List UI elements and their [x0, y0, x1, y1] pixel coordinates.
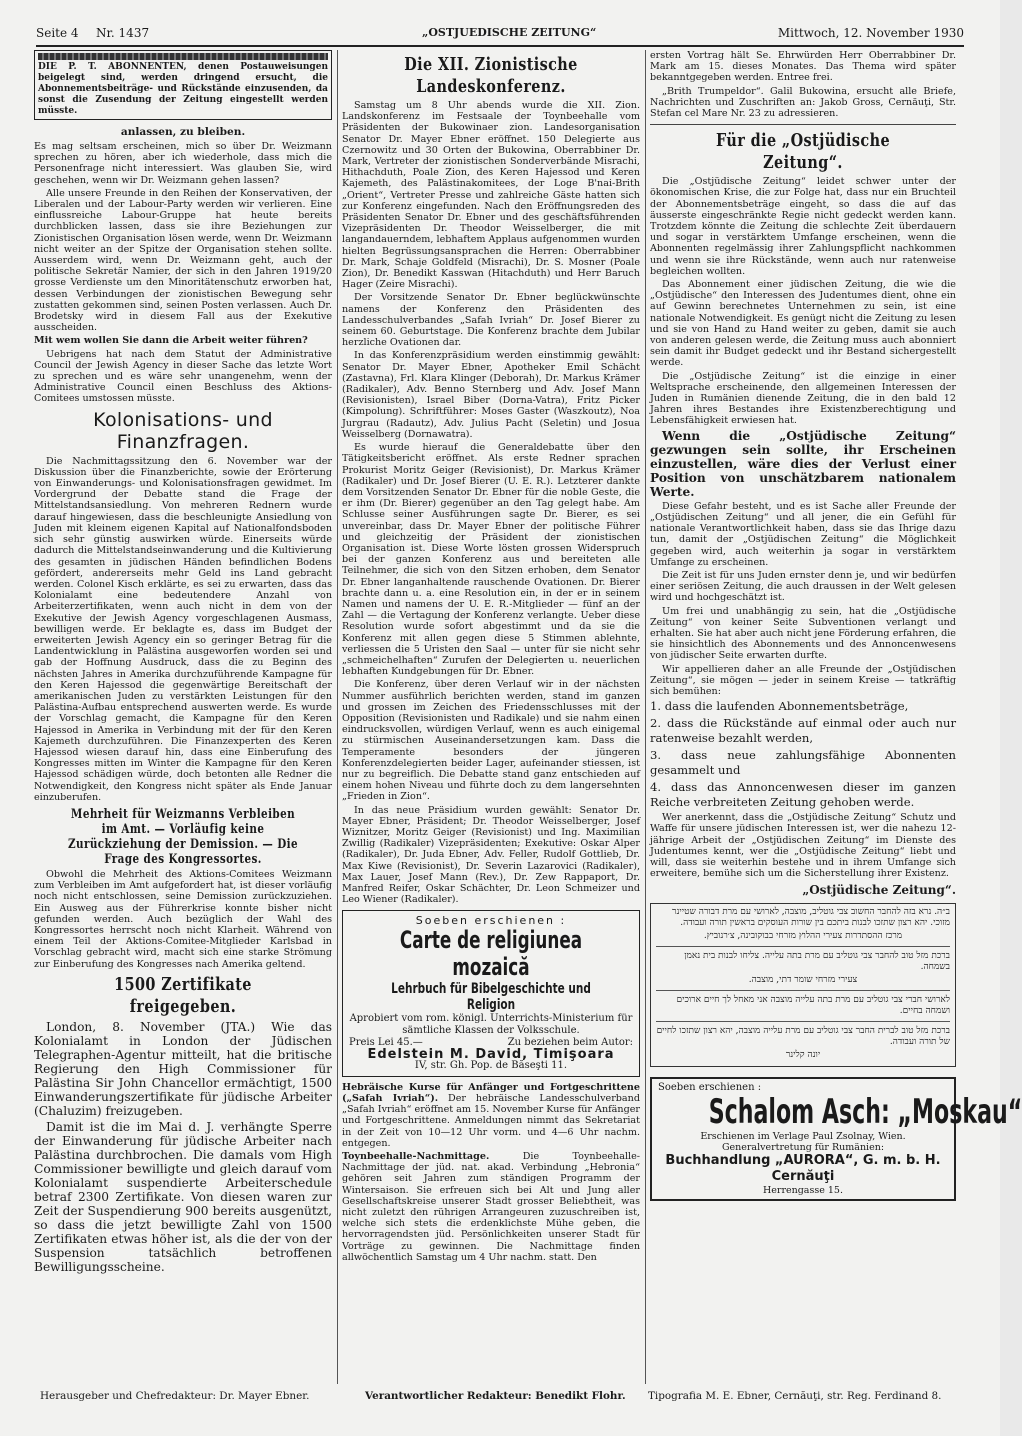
paragraph: Damit ist die im Mai d. J. verhängte Sperre der Einwanderung für jüdische Arbeiter nach Palästina durchbrochen. Die damals vom High Commissioner bewilligte und gleich darauf vom Kolonialamt suspendierte Arbeiterschedule betraf 2300 Zertifikate. Von diesen waren zur Zeit der Suspendierung 900 bereits ausgenützt, so dass die jetzt bewilligte Zahl von 1500 Zertifikaten etwas höher ist, als die der von der Suspension tatsächlich betroffenen Bewilligungsscheine. [34, 1119, 332, 1274]
ad-bookshop: Buchhandlung „AURORA“, G. m. b. H. Cernăuţi [665, 1152, 941, 1184]
ad-title: Carte de religiunea mozaică [399, 925, 583, 981]
religion-book-ad [342, 910, 640, 1076]
paragraph: ersten Vortrag hält Se. Ehrwürden Herr Oberrabbiner Dr. Mark am 15. dieses Monates. Das Thema wird später bekanntgegeben werden. Entree frei. [650, 50, 956, 84]
hebrew-divider [656, 1021, 950, 1022]
landeskonferenz-headline: Die XII. Zionistische Landeskonferenz. [404, 54, 578, 97]
header-rule [36, 45, 964, 47]
paragraph: Der Vorsitzende Senator Dr. Ebner beglückwünschte namens der Konferenz den Präsidenten des Landesschulverbandes „Safah Ivriah“ Dr. Josef Bierer zu seinem 60. Geburtstage. Die Konferenz brachte dem Jubilar herzliche Ovationen dar. [342, 292, 640, 349]
kurse-notice [342, 1082, 640, 1149]
paragraph: London, 8. November (JTA.) Wie das Kolonialamt in London der Jüdischen Telegraphen-Agentur mitteilt, hat die britische Regierung den High Commissioner für Palästina Sir John Chancellor ermächtigt, 1500 Einwanderungszertifikate für jüdische Arbeiter (Chaluzim) freizugeben. [34, 1019, 332, 1118]
kurse-title: Hebräische Kurse für Anfänger und Fortgeschrittene („Safah Ivriah“). [342, 1081, 640, 1105]
paragraph: In das Konferenzpräsidium werden einstimmig gewählt: Senator Dr. Mayer Ebner, Apotheker Emil Schächt (Zastavna), Frl. Klara Klinger (Deborah), Dr. Markus Krämer (Radikaler), Adv. Benno Sternberg und Adv. Josef Mann (Revisionisten), Israel Biber (Dorna-Vatra), Fritz Picker (Kimpolung). Schriftführer: Moses Gaster (Waszkoutz), Noa Jurgrau (Radautz), Adv. Julius Pacht (Seletin) und Josua Weisselberg (Dornawatra). [342, 350, 640, 440]
issue-date: Mittwoch, 12. November 1930 [777, 26, 964, 40]
column-middle [342, 50, 640, 1386]
appeal-item: 2. dass die Rückstände auf einmal oder auch nur ratenweise bezahlt werden, [650, 716, 956, 746]
toynbee-notice [342, 1151, 640, 1263]
paragraph: Wer anerkennt, dass die „Ostjüdische Zeitung“ Schutz und Waffe für unsere jüdischen Interessen ist, wer die nahezu 12-jährige Arbeit der „Ostjüdischen Zeitung“ im Dienste des Judentumes kennt, wer die „Ostjüdische Zeitung“ liebt und will, dass sie weiterhin bestehe und in ihrem Umfange sich erweitere, bemühe sich um die Sicherstellung ihrer Existenz. [650, 812, 956, 880]
appeal-headline: Für die „Ostjüdische Zeitung“. [715, 130, 891, 174]
paragraph: Es mag seltsam erscheinen, mich so über Dr. Weizmann sprechen zu hören, aber ich wiederhole, dass mich die Personenfrage nicht interessiert. Was glauben Sie, wird geschehen, wenn wir Dr. Weizmann gehen lassen? [34, 141, 332, 186]
divider [650, 124, 956, 125]
moskau-ad [650, 1077, 1022, 1201]
paragraph: Die Nachmittagssitzung den 6. November war der Diskussion über die Finanzberichte, sowie der Erörterung von Einwanderungs- und Kolonisationsfragen gewidmet. Im Vordergrund der Debatte stand die Frage der Mittelstandsansiedlung. Von mehreren Rednern wurde darauf hingewiesen, dass die beschleunigte Ansiedlung von Juden mit kleinem eigenen Kapital auf Nationalfondsboden sich sehr günstig auswirken würde. Einerseits würde dadurch die Mittelstandseinwanderung und die Kultivierung des gesamten in jüdischen Händen befindlichen Bodens gefördert, andererseits mehr Geld ins Land gebracht werden. Colonel Kisch erklärte, es sei zu erwarten, dass das Kolonialamt eine bedeutendere Anzahl von Arbeiterzertifikaten, wenn auch nicht in dem von der Exekutive der Jewish Agency vorgeschlagenen Ausmass, bewilligen werde. Er beklagte es, dass im Budget der erweiterten Jewish Agency ein so geringer Betrag für die Landentwicklung in Palästina ausgeworfen worden sei und gab der Hoffnung Ausdruck, dass die zu Beginn des nächsten Jahres in Amerika durchzuführende Kampagne für den Keren Hajessod die gegenwärtige Bereitschaft der amerikanischen Juden zu verstärkten Leistungen für den Palästina-Aufbau entsprechend auswerten werde. Es wurde der Vorschlag gemacht, die Kampagne für den Keren Hajessod in Amerika in Verbindung mit der für den Keren Kajemeth durchzuführen. Die Finanzexperten des Keren Hajessod wiesen darauf hin, dass eine Einberufung des Kongresses mitten im Winter die Kampagne für den Keren Hajessod schädigen würde, doch betonten alle Redner die Notwendigkeit, den Kongress nicht später als Ende Januar einzuberufen. [34, 455, 332, 803]
weizmann-subhead: anlassen, zu bleiben. [120, 126, 246, 138]
appeal-signature: „Ostjüdische Zeitung“. [802, 883, 956, 898]
ad-title: Schalom Asch: „Moskau“ [708, 1091, 1022, 1132]
page-number: Seite 4 [36, 26, 79, 40]
hebrew-divider [656, 990, 950, 991]
issue-number: Nr. 1437 [96, 26, 150, 40]
hebrew-line: ב״ה. נרא בזה להחבר החשוב צבי גוטליב, מוצבה, לארושי עם מרת דבורה שטיינר מזוכי. יהא רצון שתזכו לבנות ביתכם בין שורות העוסקים בראשין תורה ועבודה. [672, 906, 950, 928]
ad-address: Herrengasse 15. [763, 1184, 843, 1196]
paragraph: Die Konferenz, über deren Verlauf wir in der nächsten Nummer ausführlich berichten werden, stand im ganzen und grossen im Zeichen des Friedensschlusses mit der Opposition (Revisionisten und Radikale) und sie nahm einen eindrucksvollen, würdigen Verlauf, wenn es auch einigemal zu stürmischen Auseinandersetzungen kam. Dass die Temperamente besonders der jüngeren Konferenzdelegierten beider Lager, aufeinander stiessen, ist nur zu begreiflich. Die Debatte stand ganz entschieden auf einem hohen Niveau und führte doch zu dem langersehnten „Frieden in Zion“. [342, 679, 640, 803]
paragraph: Es wurde hierauf die Generaldebatte über den Tätigkeitsbericht eröffnet. Als erste Redner sprachen Prokurist Moritz Geiger (Revisionist), Dr. Markus Krämer (Radikaler) und Dr. Josef Bierer (U. E. R.). Letzterer dankte dem Vorsitzenden Senator Dr. Ebner für die noble Geste, die er ihm (Dr. Bierer) gegenüber an den Tag gelegt habe. Am Schlusse seiner Ausführungen sagte Dr. Bierer, es sei unvereinbar, dass Dr. Mayer Ebner der politische Führer und gleichzeitig der Präsident der zionistischen Organisation ist. Diese Worte lösten grossen Widerspruch bei der ganzen Konferenz aus und bereiteten alle Teilnehmer, die sich von den Sitzen erhoben, dem Senator Dr. Ebner langanhaltende rauschende Ovationen. Dr. Bierer brachte dann u. a. eine Resolution ein, in der er in seinem Namen und namens der U. E. R.-Mitglieder — fünf an der Zahl — die Vertagung der Konferenz verlangte. Ueber diese Resolution wurde sofort abgestimmt und da sie die Konferenz mit allen gegen diese 5 Stimmen ablehnte, verliessen die 5 Uristen den Saal — unter für sie nicht sehr „schmeichelhaften“ Zurufen der Delegierten u. neuerlichen lebhaften Kundgebungen für Dr. Ebner. [342, 442, 640, 678]
ad-author: Edelstein M. David, Timişoara [367, 1046, 615, 1062]
ad-line: Soeben erschienen : [415, 914, 567, 928]
paragraph: Obwohl die Mehrheit des Aktions-Comitees Weizmann zum Verbleiben im Amt aufgefordert hat, ist dieser vorläufig noch nicht entschlossen, seine Demission zurückzuziehen. Ein Ausweg aus der Führerkrise konnte bisher nicht gefunden werden. Auch bezüglich der Wahl des Kongressortes herrscht noch nicht Klarheit. Während von einem Teil der Aktions-Comitee-Mitglieder Karlsbad in Vorschlag gebracht wird, macht sich eine starke Strömung zur Einberufung des Kongresses nach Amerika geltend. [34, 868, 332, 970]
ad-address: IV, str. Gh. Pop. de Băseşti 11. [414, 1059, 568, 1071]
paragraph: Alle unsere Freunde in den Reihen der Konservativen, der Liberalen und der Labour-Party werden wir verlieren. Eine einflussreiche Labour-Gruppe hat heute bereits durchblicken lassen, dass sie ihre Beziehungen zur Zionistischen Organisation lösen werde, wenn Dr. Weizmann nicht weiter an der Spitze der Organisation stehen sollte. Ausserdem wird, wenn Dr. Weizmann geht, auch der politische Sekretär Namier, der sich in den Jahren 1919/20 grosse Verdienste um den Minoritätenschutz erworben hat, dessen Verbindungen der zionistischen Bewegung sehr zustatten gekommen sind, seinen Posten verlassen. Auch Dr. Brodetsky wird in diesem Fall aus der Exekutive ausscheiden. [34, 187, 332, 334]
footer-editor: Verantwortlicher Redakteur: Benedikt Flohr. [365, 1390, 626, 1402]
ad-approval: Aprobiert vom rom. königl. Unterrichts-Ministerium für sämtliche Klassen der Volksschule. [349, 1012, 633, 1036]
footer-publisher: Herausgeber und Chefredakteur: Dr. Mayer Ebner. [40, 1390, 310, 1402]
hebrew-line: ברכת מזל טוב להחבר צבי גוטליב עם מרת בתה עלייה. צליחו לבנות בית נאמן בשמחה. [684, 950, 950, 972]
masthead: „OSTJUEDISCHE ZEITUNG“ [422, 26, 597, 39]
toynbee-title: Toynbeehalle-Nachmittage. [342, 1151, 490, 1163]
ad-subtitle: Lehrbuch für Bibelgeschichte und Religion [391, 980, 591, 1013]
paragraph: Samstag um 8 Uhr abends wurde die XII. Zion. Landskonferenz im Festsaale der Toynbeehalle vom Präsidenten der Bukowinaer zion. Landesorganisation Senator Dr. Mayer Ebner eröffnet. 150 Delegierte aus Czernowitz und 30 Orten der Bukowina, Oberrabbiner Dr. Mark, Vertreter der zionistischen Sonderverbände Misrachi, Hithachduth, Poale Zion, des Keren Hajessod und Keren Kajemeth, des Palästinakomitees, der Loge B'nai-Brith „Orient“, Vertreter Presse und zahlreiche Gäste hatten sich zur Konferenz eingefunden. Nach den Eröffnungsreden des Präsidenten Senator Dr. Ebner und des geschäftsführenden Vizepräsidenten Dr. Theodor Weisselberger, die mit langandauerndem, lebhaftem Applaus aufgenommen wurden hielten Begrüssungsansprachen die Herren: Oberrabbiner Dr. Mark, Schaje Goldfeld (Misrachi), Dr. S. Mosner (Poale Zion), Dr. Benedikt Kasswan (Hitachduth) und Herr Baruch Hager (Zeire Misrachi). [342, 100, 640, 291]
paragraph: Mit wem wollen Sie dann die Arbeit weiter führen? [34, 335, 308, 347]
subscriber-notice [34, 50, 332, 120]
ad-author-note: Zu beziehen beim Autor: [507, 1036, 633, 1048]
page-header [36, 26, 964, 44]
paragraph: Die „Ostjüdische Zeitung“ ist die einzige in einer Weltsprache erscheinende, den allgemeinen Interessen der Juden in Rumänien dienende Zeitung, die in den bald 12 Jahren ihres Bestandes ihre Existenzberechtigung und Lebensfähigkeit erwiesen hat. [650, 370, 956, 427]
paragraph: In das neue Präsidium wurden gewählt: Senator Dr. Mayer Ebner, Präsident; Dr. Theodor Weisselberger, Josef Wiznitzer, Moritz Geiger (Revisionist) und Ing. Maximilian Zwillig (Radikaler) Vizepräsidenten; Exekutive: Oskar Alper (Radikaler), Dr. Juda Ebner, Adv. Feller, Rudolf Gottlieb, Dr. Max Kiwe (Revisionist), Dr. Severin Lazarovici (Radikaler), Max Lauer, Josef Mann (Rev.), Dr. Zew Rappaport, Dr. Manfred Reifer, Oskar Schächter, Dr. Leon Schmeizer und Leo Wiener (Radikaler). [342, 804, 640, 906]
notice-bar [38, 53, 328, 60]
appeal-item: 1. dass die laufenden Abonnementsbeträge, [650, 699, 909, 714]
brith-notice: „Brith Trumpeldor“. Galil Bukowina, ersucht alle Briefe, Nachrichten und Zuschriften an: Jakob Gross, Cernăuţi, Str. Stefan cel Mare Nr. 23 zu adressieren. [650, 85, 956, 120]
paragraph: Wir appellieren daher an alle Freunde der „Ostjüdischen Zeitung“, sie mögen — jeder in seinem Kreise — tatkräftig sich bemühen: [650, 663, 956, 697]
column-rule [337, 50, 338, 1384]
hebrew-line: מרכז ההסתדרות צעירי ההלוץ מזרחי בבוקובינה, צ׳רנוביץ. [703, 930, 903, 941]
hebrew-line: צעירי מזרחי שומר דתי, מוצבה. [748, 974, 858, 985]
zertifikate-headline: 1500 Zertifikate freigegeben. [114, 973, 252, 1017]
hebrew-line: ברכת מזל טוב לברית החבר צבי גוטליב עם מרת עלייה מוצבה, יהא רצון שתזכו לחיים של תורה ועבודה. [656, 1025, 950, 1047]
hebrew-line: יונה קלינר [785, 1049, 821, 1060]
column-rule [645, 50, 646, 1384]
ad-publisher: Erschienen im Verlage Paul Zsolnay, Wien. Generalvertretung für Rumänien: [700, 1130, 906, 1153]
notice-text: DIE P. T. ABONNENTEN, denen Postauweisungen beigelegt sind, werden dringend ersucht, die Abonnementsbeiträge- und Rückstände einzusenden, da sonst die Zusendung der Zeitung eingestellt werden müsste. [38, 62, 328, 116]
toynbee-text: Die Toynbeehalle-Nachmittage der jüd. nat. akad. Verbindung „Hebronia“ gehören seit Jahren zum ständigen Programm der Wintersaison. Sie erfreuen sich bei Alt und Jung aller Gesellschaftskreise unserer Stadt grosser Beliebtheit, was nicht zuletzt den rührigen Arrangeuren zuzuschreiben ist, welche sich stets die erdenklichste Mühe geben, die hervorragendsten jüd. Persönlichkeiten unserer Stadt für Vorträge zu gewinnen. Die Nachmittage finden allwöchentlich Samstag um 4 Uhr nachm. statt. Den [342, 1151, 640, 1263]
paragraph: Die Zeit ist für uns Juden ernster denn je, und wir bedürfen einer seriösen Zeitung, die auch draussen in der Welt gelesen wird und hochgeschätzt ist. [650, 569, 956, 604]
column-right [650, 50, 1022, 1386]
hebrew-divider [656, 946, 950, 947]
paragraph: Um frei und unabhängig zu sein, hat die „Ostjüdische Zeitung“ von keiner Seite Subventionen verlangt und erhalten. Sie hat aber auch nicht jene Förderung erfahren, die sie hinsichtlich des Abonnements und des Annoncenwesens von jüdischer Seite erwarten durfte. [650, 605, 956, 662]
appeal-item: 4. dass das Annoncenwesen dieser im ganzen Reiche verbreiteten Zeitung gehoben werde. [650, 780, 956, 810]
mehrheit-headline: Mehrheit für Weizmanns Verbleiben im Amt. — Vorläufig keine Zurückziehung der Demission. — Die Frage des Kongressortes. [68, 806, 298, 867]
ad-price: Preis Lei 45.— [349, 1036, 423, 1048]
kurse-text: Der hebräische Landesschulverband „Safah Ivriah“ eröffnet am 15. November Kurse für Anfänger und Fortgeschrittene. Anmeldungen nimmt das Sekretariat in der Zeit von 10—12 Uhr vorm. und 4—6 Uhr nachm. entgegen. [342, 1093, 640, 1149]
paragraph: Die „Ostjüdische Zeitung“ leidet schwer unter der ökonomischen Krise, die zur Folge hat, dass nur ein Bruchteil der Abonnementsbeträge eingeht, so dass die auf das äusserste eingeschränkte Regie nicht gedeckt werden kann. Trotzdem könnte die Zeitung die schlechte Zeit überdauern und sogar in verstärktem Umfange erscheinen, wenn die Abonnenten regelmässig ihrer Zahlungspflicht nachkommen und wenn sie ihre Rückstände, wenn auch nur ratenweise begleichen wollten. [650, 176, 956, 277]
column-left [34, 50, 332, 1386]
appeal-item: 3. dass neue zahlungsfähige Abonnenten gesammelt und [650, 748, 956, 778]
hebrew-line: לארושי חברי צבי גוטליב עם מרת בתה עלייה מוצבה אני מאחל לך חיים ארוכים ושמחה בחיים. [676, 994, 950, 1016]
paragraph: Das Abonnement einer jüdischen Zeitung, die wie die „Ostjüdische“ den Interessen des Judentumes dient, ohne ein auf Gewinn berechnetes Unternehmen zu sein, ist eine nationale Notwendigkeit. Es genügt nicht die Zeitung zu lesen und sie von Hand zu Hand weiter zu geben, damit sie auch von anderen gelesen werde, die Zeitung muss auch abonniert sein damit ihr Budget gedeckt und ihr Bestand sichergestellt werde. [650, 279, 956, 369]
kolonisation-headline: Kolonisations- und Finanzfragen. [93, 408, 273, 453]
paragraph: Uebrigens hat nach dem Statut der Administrative Council der Jewish Agency in dieser Sache das letzte Wort zu sprechen und es wäre sehr unangenehm, wenn der Administrative Council einen Beschluss des Aktions-Comitees umstossen müsste. [34, 348, 332, 405]
hebrew-notices [650, 903, 956, 1067]
paragraph: Diese Gefahr besteht, und es ist Sache aller Freunde der „Ostjüdischen Zeitung“ und all jener, die ein Gefühl für nationale Verantwortlichkeit haben, dass sie das Ihrige dazu tun, damit der „Ostjüdischen Zeitung“ die Möglichkeit gegeben wird, auch weiterhin ja sogar in verstärktem Umfange zu erscheinen. [650, 500, 956, 568]
ad-line: Soeben erschienen : [658, 1081, 762, 1093]
paragraph: Wenn die „Ostjüdische Zeitung“ gezwungen sein sollte, ihr Erscheinen einzustellen, wäre dies der Verlust einer Position von unschätzbarem nationalem Werte. [650, 428, 956, 499]
footer-printer: Tipografia M. E. Ebner, Cernăuţi, str. Reg. Ferdinand 8. [648, 1390, 942, 1402]
